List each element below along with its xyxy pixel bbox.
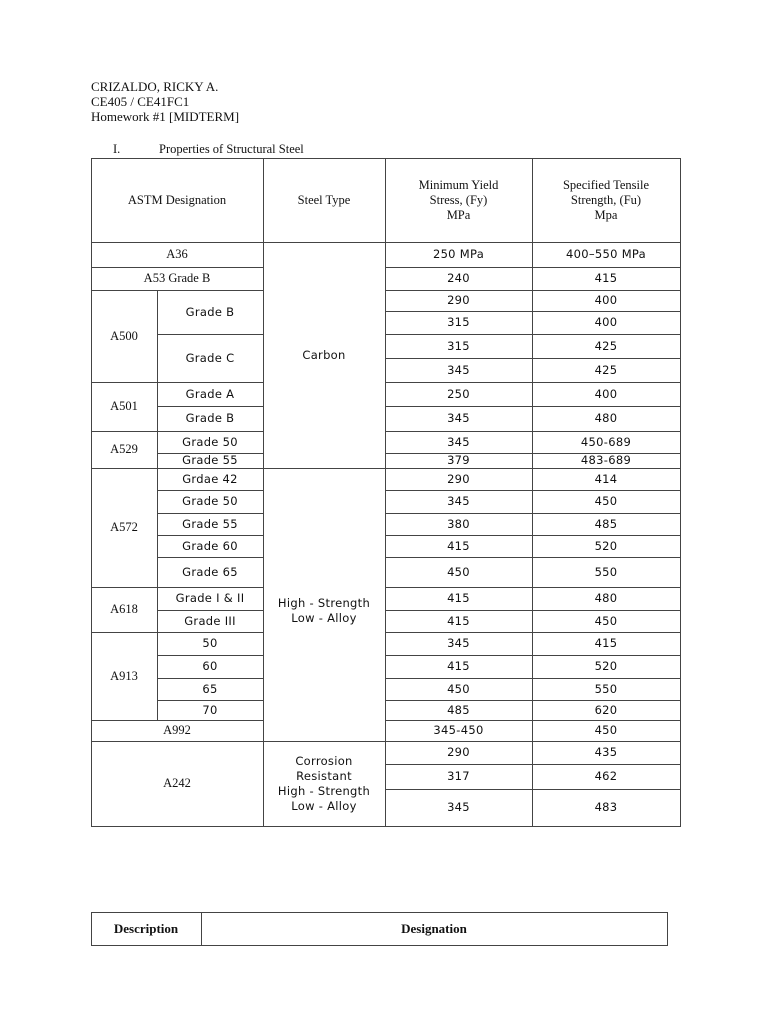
grade-cell: Grade 60 (182, 538, 238, 553)
table-bottom-border (91, 826, 681, 827)
course-code: CE405 / CE41FC1 (91, 94, 190, 109)
grade-cell: 70 (202, 702, 218, 717)
fy-value-cell: 250 MPa (432, 247, 485, 261)
fu-value-cell: 400 (594, 386, 618, 401)
steel-type-carbon: Carbon (302, 347, 346, 362)
fu-value-cell: 400 (594, 315, 618, 329)
fy-value-cell: 450 (447, 564, 470, 579)
fy-value-cell: 317 (447, 769, 470, 783)
designation-a36: A36 (166, 247, 188, 261)
fy-value-cell: 415 (447, 659, 470, 673)
grade-cell: Grade 50 (182, 434, 238, 449)
table2-header-description: Description (113, 921, 179, 936)
grade-cell: Grade 55 (182, 453, 238, 467)
fu-value-cell: 450-689 (580, 434, 632, 449)
table-right-border (680, 158, 681, 826)
fy-value-cell: 240 (447, 271, 470, 285)
homework-title: Homework #1 [MIDTERM] (91, 109, 240, 124)
designation-a242: A242 (163, 776, 191, 790)
table2-header-designation: Designation (401, 921, 467, 936)
fu-value-cell: 462 (594, 769, 618, 783)
fu-value-cell: 415 (594, 636, 618, 650)
designation-a529: A529 (110, 442, 138, 456)
fu-value-cell: 480 (594, 591, 618, 605)
steel-type-hsla: High - Strength Low - Alloy (277, 596, 371, 625)
fu-value-cell: 450 (594, 613, 618, 628)
designation-a992: A992 (163, 723, 191, 737)
grade-cell: Grade B (185, 304, 235, 319)
header-min-yield-stress: Minimum Yield Stress, (Fy) MPa (418, 177, 499, 222)
fu-value-cell: 485 (594, 516, 618, 531)
fu-value-cell: 450 (594, 494, 618, 508)
student-name: CRIZALDO, RICKY A. (91, 79, 219, 94)
section-title: Properties of Structural Steel (159, 142, 304, 156)
fy-value-cell: 345 (447, 494, 470, 508)
fu-value-cell: 483-689 (580, 453, 632, 467)
fu-value-cell: 425 (594, 338, 618, 353)
fy-value-cell: 485 (447, 702, 470, 717)
fu-value-cell: 550 (594, 564, 618, 579)
fu-value-cell: 480 (594, 411, 618, 425)
fy-value-cell: 379 (447, 453, 470, 467)
fu-value-cell: 435 (594, 745, 618, 759)
fu-value-cell: 425 (594, 362, 618, 377)
designation-a618: A618 (110, 602, 138, 616)
header-tensile-strength: Specified Tensile Strength, (Fu) Mpa (562, 177, 650, 222)
section-number: I. (113, 142, 121, 156)
header-astm-designation: ASTM Designation (127, 192, 227, 207)
designation-a53: A53 Grade B (143, 271, 211, 285)
grade-cell: Grade 65 (182, 564, 238, 579)
grade-cell: 65 (202, 681, 218, 696)
steel-type-corrosion: Corrosion Resistant High - Strength Low - Alloy (277, 753, 371, 813)
fu-value-cell: 520 (594, 659, 618, 673)
fy-value-cell: 250 (447, 386, 470, 401)
fu-value-cell: 415 (594, 271, 618, 285)
fu-value-cell: 520 (594, 538, 618, 553)
grade-cell: Grade A (185, 386, 235, 401)
fu-value-cell: 414 (594, 471, 618, 486)
fu-value-cell: 483 (594, 800, 618, 814)
header-steel-type: Steel Type (297, 192, 351, 207)
table2-bottom-border (91, 945, 668, 946)
fu-value-cell: 450 (594, 723, 618, 737)
fy-value-cell: 345 (447, 636, 470, 650)
fy-value-cell: 415 (447, 591, 470, 605)
fu-value-cell: 400 (594, 293, 618, 307)
designation-a500: A500 (110, 328, 138, 343)
fy-value-cell: 290 (447, 745, 470, 759)
fy-value-cell: 415 (447, 613, 470, 628)
grade-cell: Grade C (185, 350, 235, 365)
grade-cell: Grdae 42 (182, 471, 238, 486)
table2-right-border (667, 912, 668, 945)
fy-value-cell: 345 (447, 362, 470, 377)
fy-value-cell: 345-450 (433, 723, 484, 737)
fy-value-cell: 450 (447, 681, 470, 696)
fy-value-cell: 290 (447, 471, 470, 486)
designation-a572: A572 (110, 520, 138, 534)
fy-value-cell: 415 (447, 538, 470, 553)
fy-value-cell: 380 (447, 516, 470, 531)
designation-a501: A501 (110, 399, 138, 413)
fu-value-cell: 400–550 MPa (566, 247, 646, 261)
fu-value-cell: 550 (594, 681, 618, 696)
fy-value-cell: 290 (447, 293, 470, 307)
fy-value-cell: 345 (447, 434, 470, 449)
grade-cell: 50 (202, 636, 218, 650)
grade-cell: Grade III (184, 613, 236, 628)
fy-value-cell: 315 (447, 338, 470, 353)
fy-value-cell: 345 (447, 800, 470, 814)
grade-cell: Grade 50 (182, 494, 238, 508)
grade-cell: Grade 55 (182, 516, 238, 531)
fy-value-cell: 345 (447, 411, 470, 425)
grade-cell: 60 (202, 659, 218, 673)
fu-value-cell: 620 (594, 702, 618, 717)
designation-a913: A913 (110, 668, 138, 683)
grade-cell: Grade I & II (175, 591, 245, 605)
fy-value-cell: 315 (447, 315, 470, 329)
grade-cell: Grade B (185, 411, 235, 425)
